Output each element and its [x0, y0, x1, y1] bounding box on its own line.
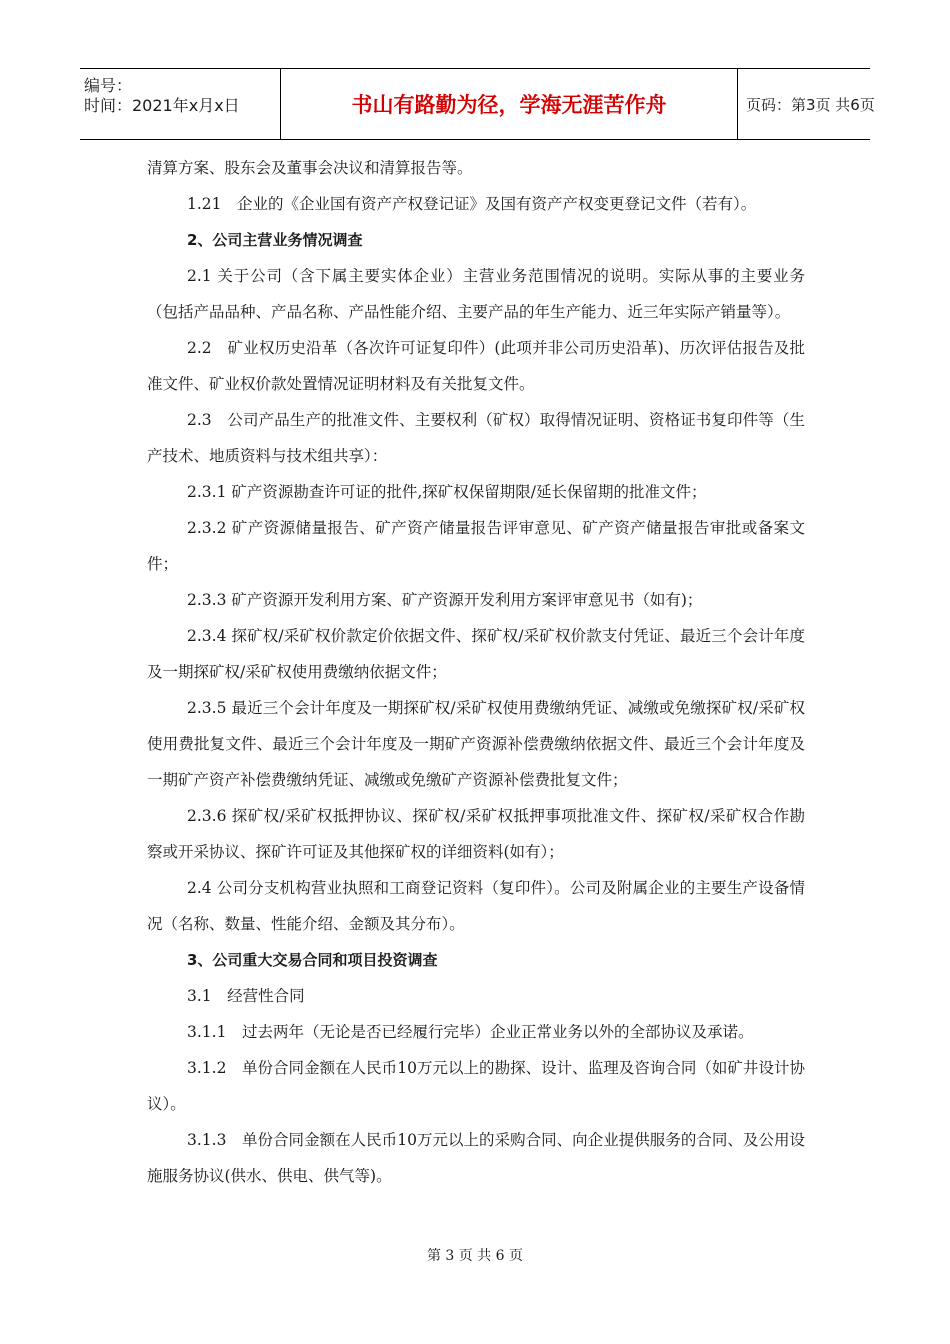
paragraph: 2.3.1 矿产资源勘查许可证的批件,探矿权保留期限/延长保留期的批准文件；	[187, 483, 707, 501]
page-footer: 第 3 页 共 6 页	[426, 1248, 524, 1264]
paragraph: 2.1 关于公司（含下属主要实体企业）主营业务范围情况的说明。实际从事的主要业务（包括产品品种、产品名称、产品性能介绍、主要产品的年生产能力、近三年实际产销量等）。	[147, 267, 805, 321]
paragraph: 2.3.3 矿产资源开发利用方案、矿产资源开发利用方案评审意见书（如有)；	[187, 591, 703, 609]
header-page-info: 页码：第3页 共6页	[746, 95, 875, 114]
paragraph: 2.3.4 探矿权/采矿权价款定价依据文件、探矿权/采矿权价款支付凭证、最近三个会计年度及一期探矿权/采矿权使用费缴纳依据文件；	[147, 627, 805, 681]
paragraph: 2.4 公司分支机构营业执照和工商登记资料（复印件）。公司及附属企业的主要生产设备情况（名称、数量、性能介绍、金额及其分布）。	[147, 879, 805, 933]
paragraph: 2.3.6 探矿权/采矿权抵押协议、探矿权/采矿权抵押事项批准文件、探矿权/采矿权合作勘察或开采协议、探矿许可证及其他探矿权的详细资料(如有）；	[147, 807, 805, 861]
section-heading: 3、公司重大交易合同和项目投资调查	[187, 951, 438, 969]
paragraph: 3.1 经营性合同	[187, 987, 305, 1005]
section-heading: 2、公司主营业务情况调查	[187, 231, 363, 249]
paragraph: 2.3.2 矿产资源储量报告、矿产资产储量报告评审意见、矿产资产储量报告审批或备案文件；	[147, 519, 805, 573]
paragraph: 2.3.5 最近三个会计年度及一期探矿权/采矿权使用费缴纳凭证、减缴或免缴探矿权/采矿权使用费批复文件、最近三个会计年度及一期矿产资源补偿费缴纳依据文件、最近三个会计年度及一期矿产资产补偿费缴纳凭证、减缴或免缴矿产资源补偿费批复文件；	[147, 699, 805, 789]
document-number-label: 编号：	[84, 76, 133, 95]
header-motto: 书山有路勤为径，学海无涯苦作舟	[281, 69, 738, 139]
paragraph: 2.3 公司产品生产的批准文件、主要权利（矿权）取得情况证明、资格证书复印件等（生产技术、地质资料与技术组共享）：	[147, 411, 805, 465]
paragraph: 清算方案、股东会及董事会决议和清算报告等。	[147, 159, 473, 177]
paragraph: 3.1.3 单份合同金额在人民币10万元以上的采购合同、向企业提供服务的合同、及公用设施服务协议(供水、供电、供气等)。	[147, 1131, 805, 1185]
paragraph: 3.1.2 单份合同金额在人民币10万元以上的勘探、设计、监理及咨询合同（如矿井设计协议）。	[147, 1059, 805, 1113]
paragraph: 1.21 企业的《企业国有资产产权登记证》及国有资产产权变更登记文件（若有）。	[187, 195, 757, 213]
header-meta	[80, 69, 281, 139]
paragraph: 3.1.1 过去两年（无论是否已经履行完毕）企业正常业务以外的全部协议及承诺。	[187, 1023, 754, 1041]
document-body	[147, 150, 805, 1194]
document-time-label: 时间：2021年x月x日	[84, 96, 240, 115]
page-header	[80, 68, 875, 140]
paragraph: 2.2 矿业权历史沿革（各次许可证复印件）(此项并非公司历史沿革)、历次评估报告及批准文件、矿业权价款处置情况证明材料及有关批复文件。	[147, 339, 805, 393]
